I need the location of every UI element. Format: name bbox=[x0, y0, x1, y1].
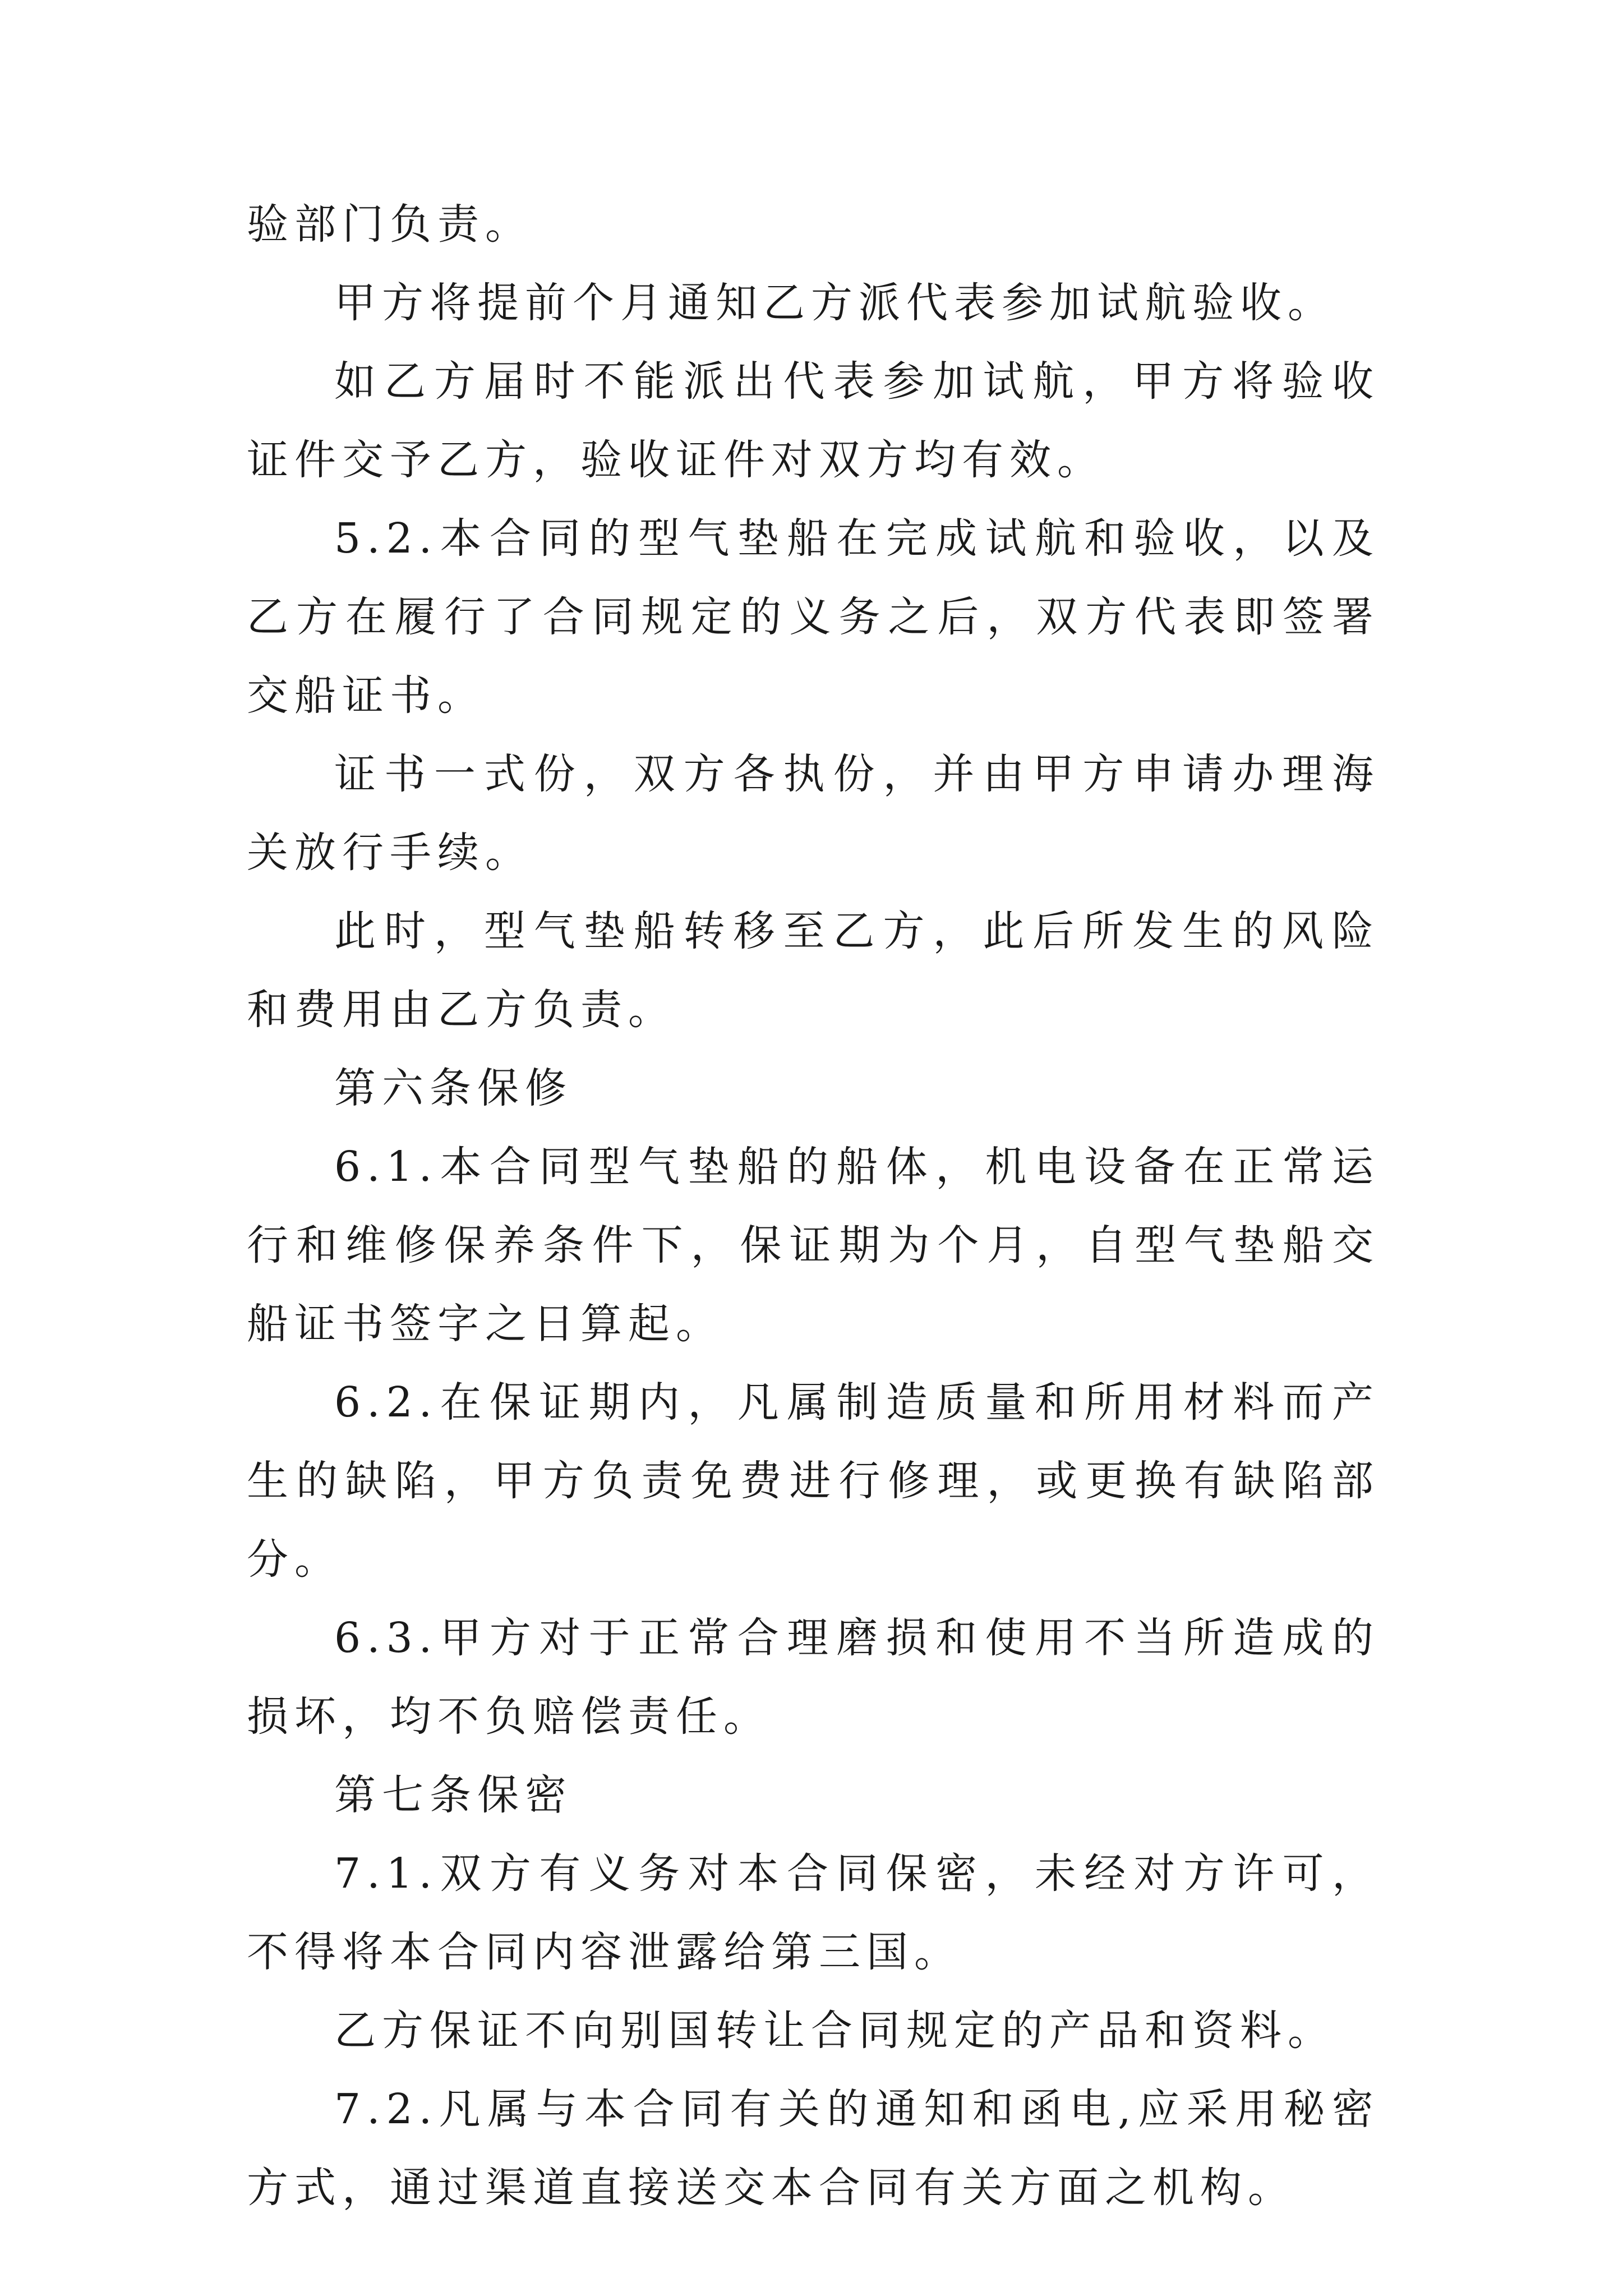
article-6-heading: 第六条保修 bbox=[334, 1064, 573, 1112]
clause-5-2: 5.2.本合同的型气垫船在完成试航和验收，以及乙方在履行了合同规定的义务之后，双方代表即签署交船证书。 bbox=[247, 514, 1380, 720]
paragraph-risk-transfer: 此时，型气垫船转移至乙方，此后所发生的风险和费用由乙方负责。 bbox=[247, 907, 1380, 1034]
paragraph-continuation: 验部门负责。 bbox=[247, 200, 533, 249]
paragraph-certificate-copies: 证书一式份，双方各执份，并由甲方申请办理海关放行手续。 bbox=[247, 750, 1380, 877]
clause-7-2: 7.2.凡属与本合同有关的通知和函电,应采用秘密方式，通过渠道直接送交本合同有关方面之机构。 bbox=[247, 2085, 1380, 2212]
article-7-heading: 第七条保密 bbox=[334, 1771, 573, 1819]
clause-6-1: 6.1.本合同型气垫船的船体，机电设备在正常运行和维修保养条件下，保证期为个月，自型气垫船交船证书签字之日算起。 bbox=[247, 1143, 1380, 1348]
paragraph-absence-clause: 如乙方届时不能派出代表参加试航，甲方将验收证件交予乙方，验收证件对双方均有效。 bbox=[247, 357, 1380, 484]
clause-6-3: 6.3.甲方对于正常合理磨损和使用不当所造成的损坏，均不负赔偿责任。 bbox=[247, 1614, 1380, 1741]
document-body bbox=[247, 185, 1380, 2227]
clause-6-2: 6.2.在保证期内，凡属制造质量和所用材料而产生的缺陷，甲方负责免费进行修理，或更换有缺陷部分。 bbox=[247, 1378, 1380, 1584]
paragraph-trial-notice: 甲方将提前个月通知乙方派代表参加试航验收。 bbox=[334, 279, 1335, 327]
clause-7-1: 7.1.双方有义务对本合同保密，未经对方许可，不得将本合同内容泄露给第三国。 bbox=[247, 1849, 1380, 1976]
paragraph-no-transfer: 乙方保证不向别国转让合同规定的产品和资料。 bbox=[334, 2007, 1335, 2055]
